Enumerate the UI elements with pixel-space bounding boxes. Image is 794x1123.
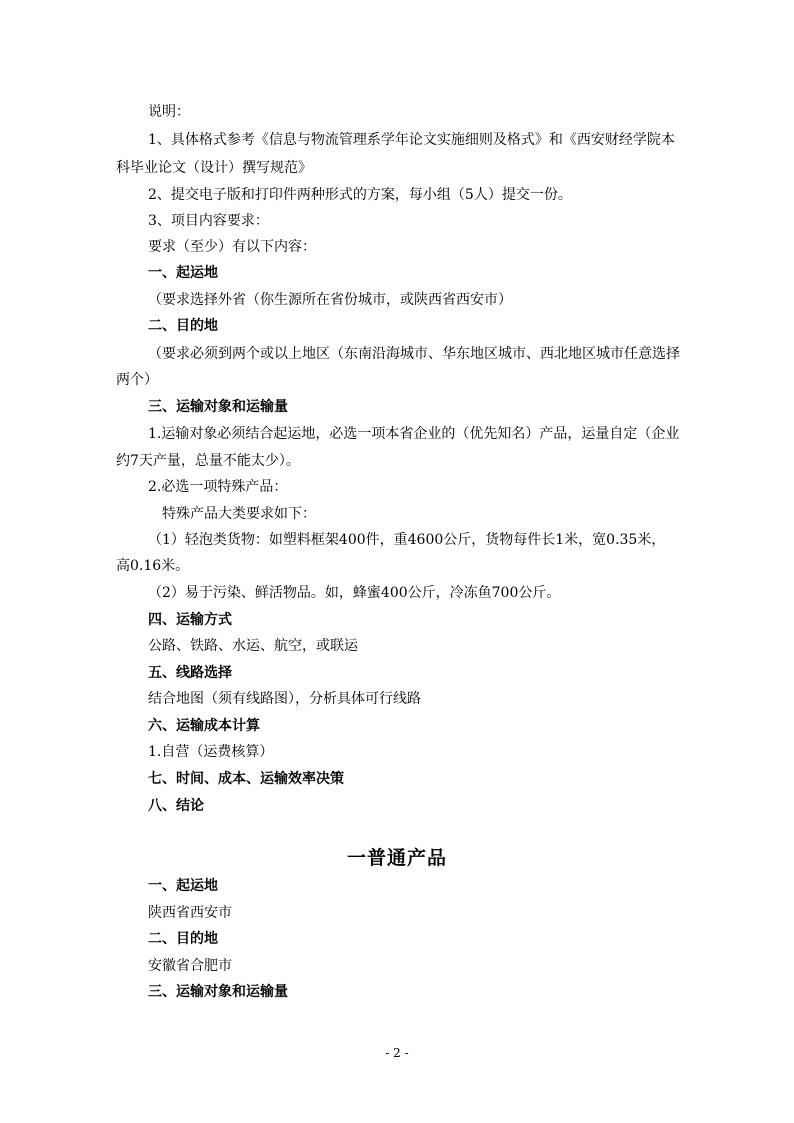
part-2-section-1-text: 陕西省西安市 [148, 905, 232, 921]
section-1-title: 一、起运地 [148, 265, 218, 281]
part-2-section-1-title: 一、起运地 [148, 878, 218, 894]
section-7-title: 七、时间、成本、运输效率决策 [148, 771, 344, 787]
section-6-text: 1.自营（运费核算） [148, 744, 274, 760]
section-2-line-1: （要求必须到两个或以上地区（东南沿海城市、华东地区城市、西北地区城市任意选择 [148, 346, 680, 362]
section-3-para-4-line-1: （1）轻泡类货物：如塑料框架400件，重4600公斤，货物每件长1米，宽0.35米， [148, 532, 666, 548]
section-2-line-2: 两个） [116, 372, 158, 388]
intro-item-2: 2、提交电子版和打印件两种形式的方案，每小组（5人）提交一份。 [148, 187, 572, 203]
intro-item-1-line-2: 科毕业论文（设计）撰写规范》 [116, 160, 312, 176]
section-4-title: 四、运输方式 [148, 612, 232, 628]
part-2-section-2-title: 二、目的地 [148, 931, 218, 947]
requirement-text: 要求（至少）有以下内容： [148, 239, 316, 255]
section-3-title: 三、运输对象和运输量 [148, 399, 288, 415]
section-3-para-2: 2.必选一项特殊产品： [148, 479, 288, 495]
intro-item-1-line-1: 1、具体格式参考《信息与物流管理系学年论文实施细则及格式》和《西安财经学院本 [148, 132, 675, 148]
section-1-text: （要求选择外省（你生源所在省份城市，或陕西省西安市） [148, 292, 512, 308]
section-4-text: 公路、铁路、水运、航空，或联运 [148, 638, 358, 654]
section-5-text: 结合地图（须有线路图），分析具体可行线路 [148, 691, 421, 707]
page-number: - 2 - [385, 1046, 409, 1060]
part-2-section-3-title: 三、运输对象和运输量 [148, 984, 288, 1000]
section-3-para-5: （2）易于污染、鲜活物品。如，蜂蜜400公斤，冷冻鱼700公斤。 [148, 585, 561, 601]
intro-label: 说明： [148, 104, 190, 120]
intro-item-3: 3、项目内容要求： [148, 213, 269, 229]
section-3-para-1-line-2: 约7天产量，总量不能太少）。 [116, 453, 300, 469]
section-8-title: 八、结论 [148, 798, 204, 814]
section-3-para-4-line-2: 高0.16米。 [116, 558, 190, 574]
section-3-para-3: 特殊产品大类要求如下： [162, 506, 316, 522]
section-6-title: 六、运输成本计算 [148, 718, 260, 734]
section-2-title: 二、目的地 [148, 318, 218, 334]
part-2-section-2-text: 安徽省合肥市 [148, 958, 232, 974]
section-5-title: 五、线路选择 [148, 665, 232, 681]
section-3-para-1-line-1: 1.运输对象必须结合起运地，必选一项本省企业的（优先知名）产品，运量自定（企业 [148, 426, 680, 442]
part-2-heading: 一普通产品 [346, 847, 447, 869]
